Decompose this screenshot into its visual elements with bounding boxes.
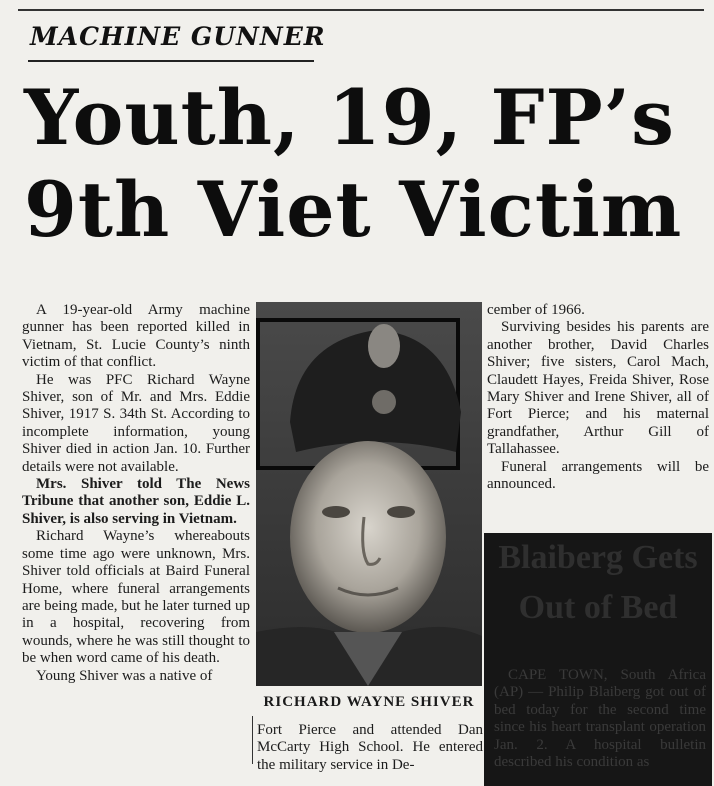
bold-paragraph: Mrs. Shiver told The News Tribune that another son, Eddie L. Shiver, is also serving in Vietnam. bbox=[22, 476, 250, 527]
headline-line-2: 9th Viet Victim bbox=[24, 165, 683, 254]
headline-line-1: Youth, 19, FP’s bbox=[24, 73, 675, 162]
paragraph: Funeral arrangements will be announced. bbox=[487, 458, 709, 493]
article-column-1 bbox=[22, 302, 250, 685]
column-divider bbox=[252, 716, 253, 764]
article-column-3 bbox=[487, 302, 709, 493]
paragraph: CAPE TOWN, South Africa (AP) — Philip Blaiberg got out of bed today for the second time since his heart transplant operation Jan. 2. A hospital bulletin described his condition as bbox=[494, 667, 706, 771]
photo-caption: RICHARD WAYNE SHIVER bbox=[263, 694, 475, 710]
paragraph: He was PFC Richard Wayne Shiver, son of Mr. and Mrs. Eddie Shiver, 1917 S. 34th St. According to incomplete information, young Shiver died in action Jan. 10. Further details were not available. bbox=[22, 371, 250, 475]
adjacent-story-headline: Blaiberg Gets Out of Bed bbox=[498, 539, 698, 626]
kicker: MACHINE GUNNER bbox=[30, 22, 326, 51]
article-column-2 bbox=[257, 722, 483, 774]
paragraph: Richard Wayne’s whereabouts some time ago were unknown, Mrs. Shiver told officials at Baird Funeral Home, where funeral arrangements are being made, but he later turned up in a hospital, recovering from wounds, where he was still thought to be when word came of his death. bbox=[22, 528, 250, 667]
headline bbox=[24, 72, 704, 256]
portrait-photo bbox=[256, 302, 482, 686]
adjacent-story-body bbox=[494, 667, 706, 771]
paragraph: Fort Pierce and attended Dan McCarty High School. He entered the military service in De- bbox=[257, 722, 483, 773]
paragraph: cember of 1966. bbox=[487, 302, 585, 318]
paragraph: Surviving besides his parents are another brother, David Charles Shiver; five sisters, Carol Mach, Claudett Hayes, Freida Shiver, Rose Mary Shiver and Irene Shiver, all of Fort Pierce; and his maternal grandfather, Arthur Gill of Tallahassee. bbox=[487, 319, 709, 458]
paragraph: Young Shiver was a native of bbox=[36, 667, 213, 684]
top-rule bbox=[18, 9, 704, 11]
paragraph: A 19-year-old Army machine gunner has been reported killed in Vietnam, St. Lucie County’s ninth victim of that conflict. bbox=[22, 302, 250, 371]
kicker-underline bbox=[28, 60, 314, 62]
adjacent-story bbox=[484, 533, 712, 786]
soldier-portrait-image bbox=[256, 302, 482, 686]
